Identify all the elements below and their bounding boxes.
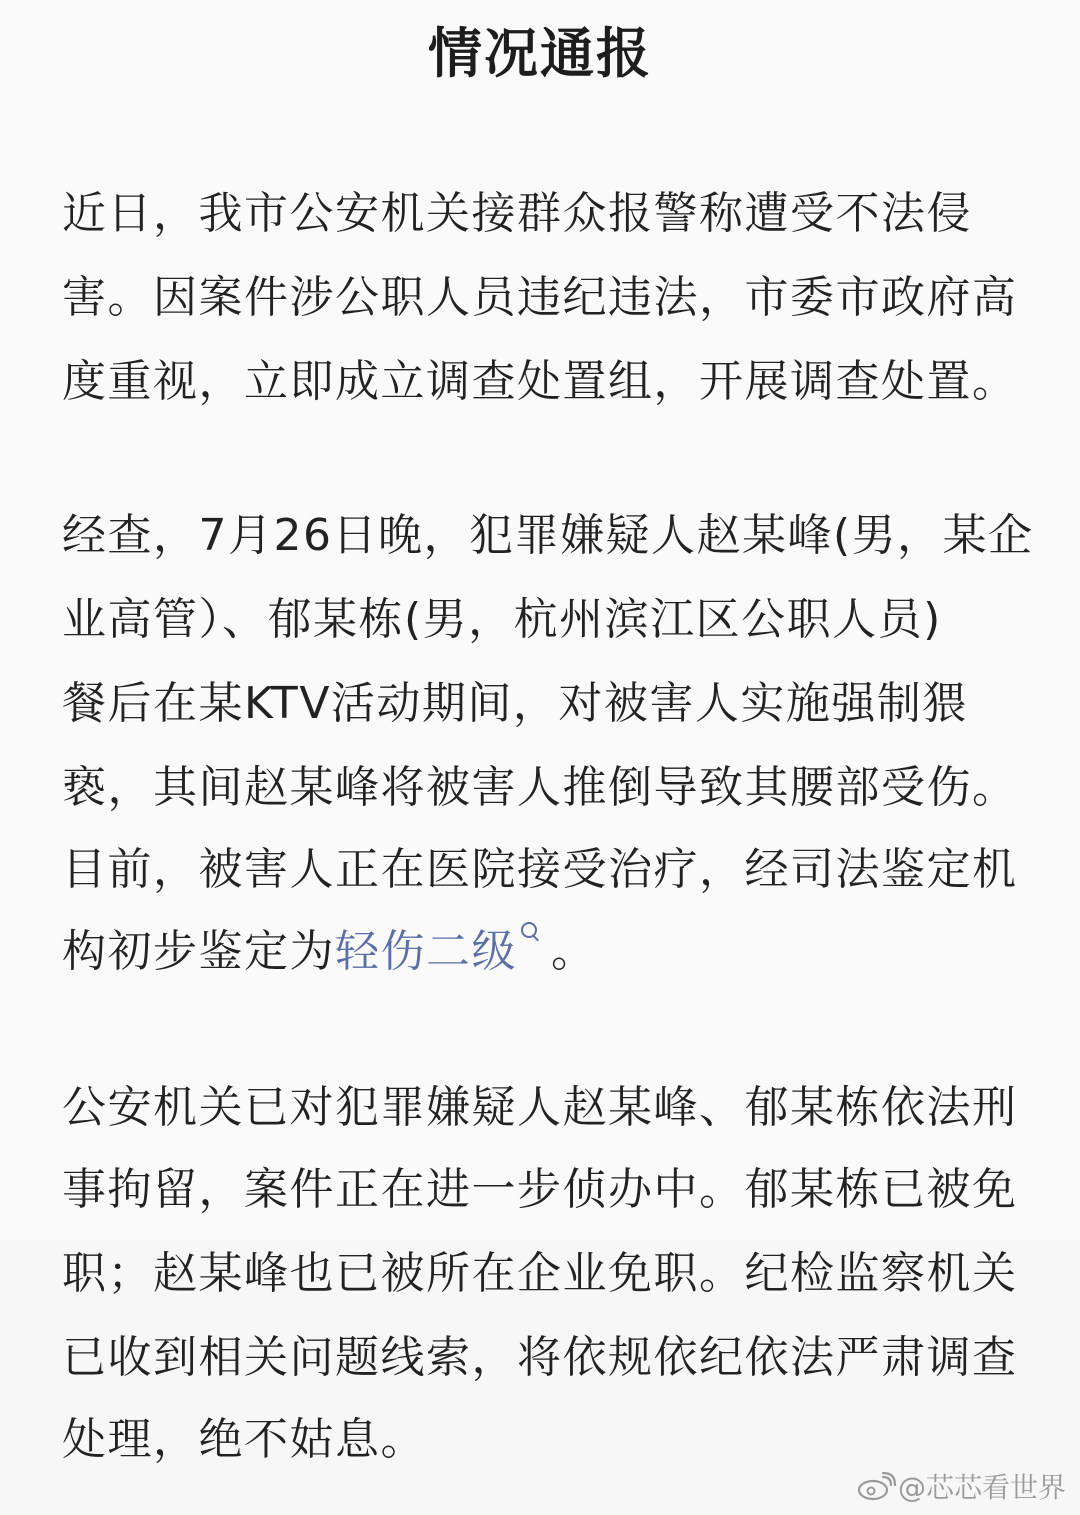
page-title: 情况通报 <box>428 22 652 85</box>
search-icon[interactable] <box>519 920 541 946</box>
paragraph2-line-1: 经查，7月26日晚，犯罪嫌疑人赵某峰(男，某企 <box>62 510 1034 561</box>
weibo-logo-icon <box>856 1471 896 1501</box>
paragraph2-line-6-prefix: 构初步鉴定为 <box>62 926 335 977</box>
paragraph1-line-1: 近日，我市公安机关接群众报警称遭受不法侵 <box>62 188 972 239</box>
paragraph2-line-4: 亵，其间赵某峰将被害人推倒导致其腰部受伤。 <box>62 762 1018 813</box>
paragraph2-line-6-suffix: 。 <box>551 926 597 977</box>
paragraph2-line-2: 业高管）、郁某栋(男，杭州滨江区公职人员) <box>62 594 942 645</box>
paragraph2-line-5: 目前，被害人正在医院接受治疗，经司法鉴定机 <box>62 844 1018 895</box>
paragraph2-line-3: 餐后在某KTV活动期间，对被害人实施强制猥 <box>62 678 968 729</box>
injury-grade-link[interactable]: 轻伤二级 <box>335 926 517 977</box>
paragraph3-line-5: 处理，绝不姑息。 <box>62 1414 426 1465</box>
paragraph1-line-2: 害。因案件涉公职人员违纪违法，市委市政府高 <box>62 272 1018 323</box>
paragraph2-line-6 <box>62 924 1022 980</box>
watermark <box>856 1468 1066 1504</box>
watermark-text: @芯芯看世界 <box>897 1471 1066 1504</box>
paragraph3-line-3: 职；赵某峰也已被所在企业免职。纪检监察机关 <box>62 1248 1018 1299</box>
paragraph1-line-3: 度重视，立即成立调查处置组，开展调查处置。 <box>62 356 1018 407</box>
paragraph3-line-1: 公安机关已对犯罪嫌疑人赵某峰、郁某栋依法刑 <box>62 1082 1018 1133</box>
paragraph3-line-2: 事拘留，案件正在进一步侦办中。郁某栋已被免 <box>62 1164 1018 1215</box>
paragraph3-line-4: 已收到相关问题线索，将依规依纪依法严肃调查 <box>62 1332 1018 1383</box>
